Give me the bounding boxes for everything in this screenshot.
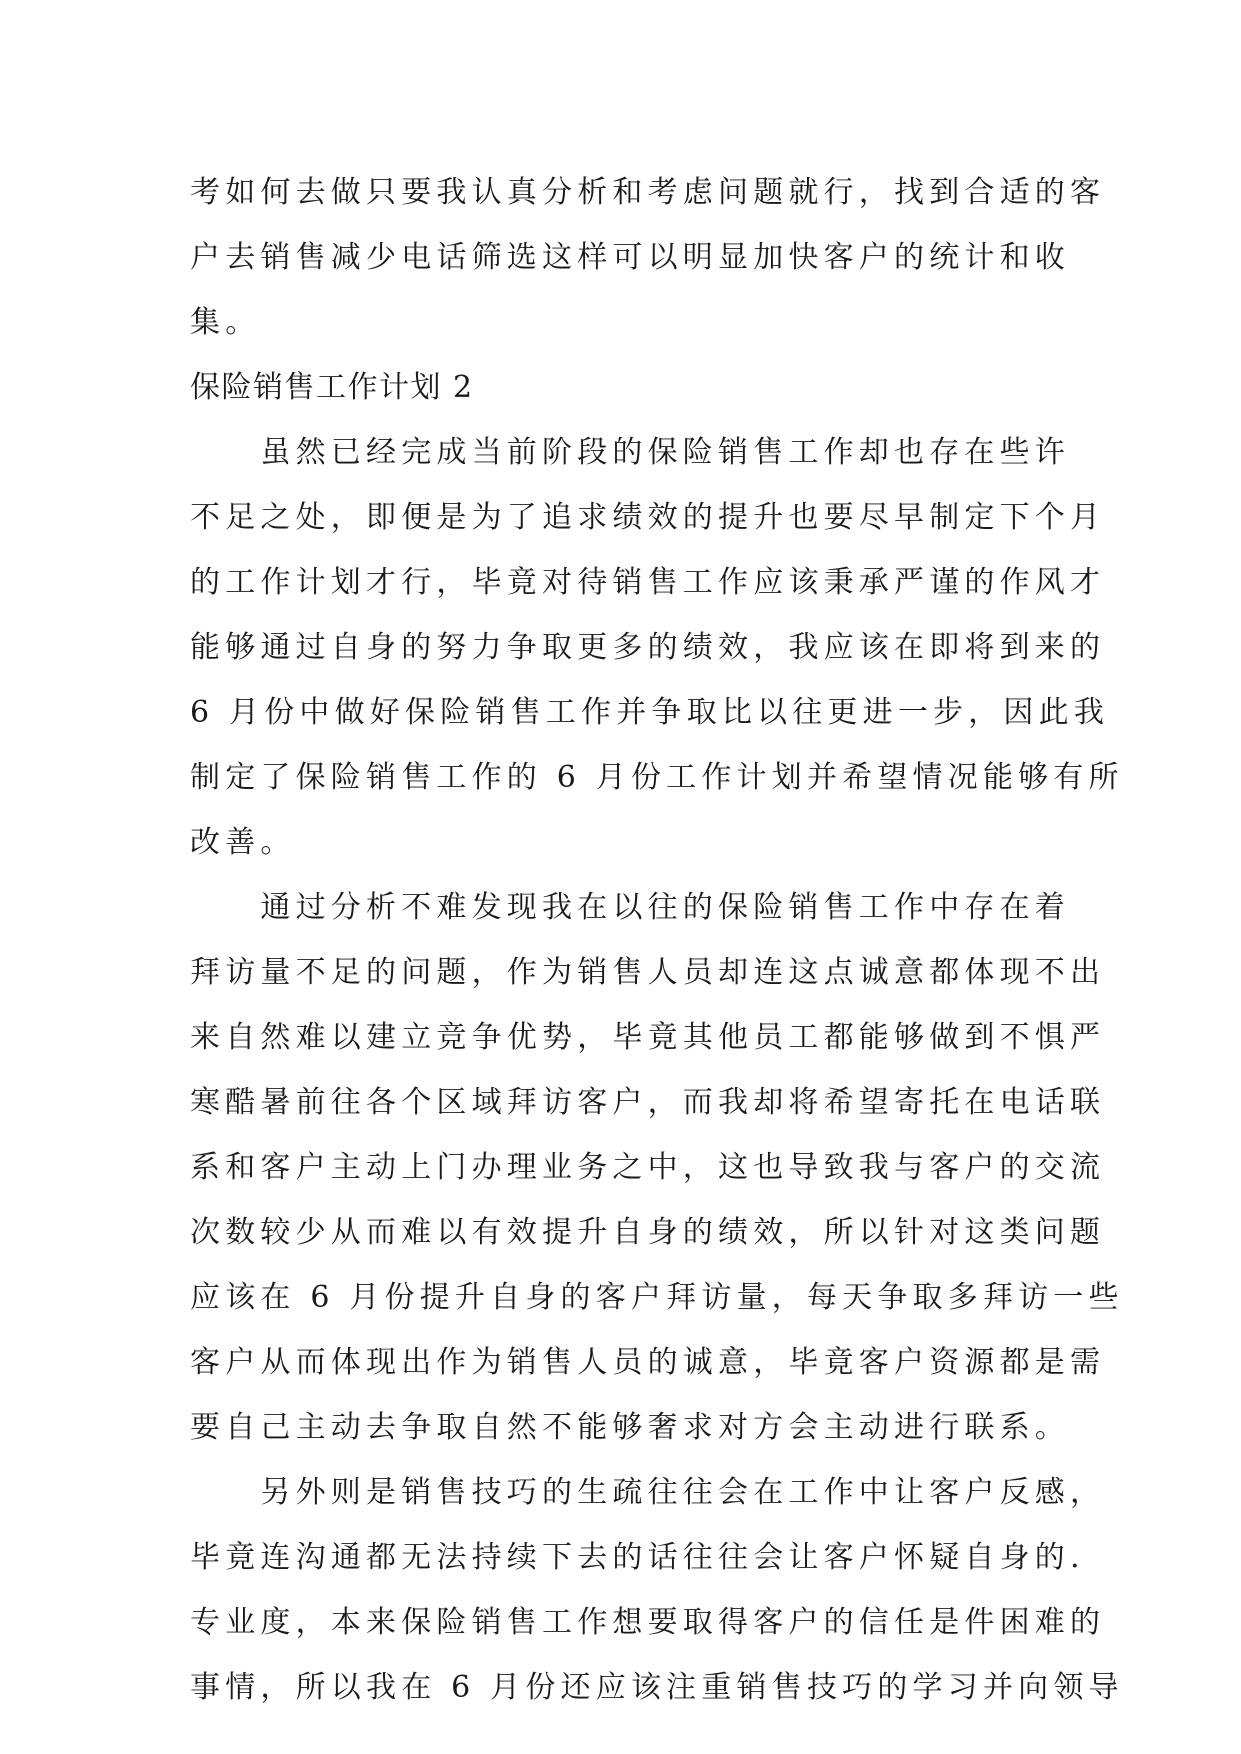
section-heading: 保险销售工作计划 2 — [190, 370, 474, 405]
text-line: 系和客户主动上门办理业务之中，这也导致我与客户的交流 — [190, 1150, 1106, 1185]
text-line: 另外则是销售技巧的生疏往往会在工作中让客户反感， — [190, 1475, 1106, 1510]
text-line: 户去销售减少电话筛选这样可以明显加快客户的统计和收 — [190, 240, 1070, 275]
text-line: 客户从而体现出作为销售人员的诚意，毕竟客户资源都是需 — [190, 1345, 1106, 1380]
text-line: 要自己主动去争取自然不能够奢求对方会主动进行联系。 — [190, 1410, 1070, 1445]
text-line: 应该在 6 月份提升自身的客户拜访量，每天争取多拜访一些 — [190, 1280, 1124, 1315]
text-line: 制定了保险销售工作的 6 月份工作计划并希望情况能够有所 — [190, 760, 1124, 795]
document-body — [190, 160, 1124, 1720]
text-line: 考如何去做只要我认真分析和考虑问题就行，找到合适的客 — [190, 175, 1106, 210]
text-line: 来自然难以建立竞争优势，毕竟其他员工都能够做到不惧严 — [190, 1020, 1106, 1055]
text-line: 事情，所以我在 6 月份还应该注重销售技巧的学习并向领导 — [190, 1670, 1124, 1705]
text-line: 虽然已经完成当前阶段的保险销售工作却也存在些许 — [190, 435, 1070, 470]
text-line: 通过分析不难发现我在以往的保险销售工作中存在着 — [190, 890, 1070, 925]
text-line: 改善。 — [190, 825, 296, 860]
text-line: 寒酷暑前往各个区域拜访客户，而我却将希望寄托在电话联 — [190, 1085, 1106, 1120]
text-line: 集。 — [190, 305, 261, 340]
text-line: 毕竟连沟通都无法持续下去的话往往会让客户怀疑自身的. — [190, 1540, 1085, 1575]
text-line: 能够通过自身的努力争取更多的绩效，我应该在即将到来的 — [190, 630, 1106, 665]
text-line: 次数较少从而难以有效提升自身的绩效，所以针对这类问题 — [190, 1215, 1106, 1250]
text-line: 专业度，本来保险销售工作想要取得客户的信任是件困难的 — [190, 1605, 1106, 1640]
text-line: 6 月份中做好保险销售工作并争取比以往更进一步，因此我 — [190, 695, 1110, 730]
text-line: 的工作计划才行，毕竟对待销售工作应该秉承严谨的作风才 — [190, 565, 1106, 600]
text-line: 拜访量不足的问题，作为销售人员却连这点诚意都体现不出 — [190, 955, 1106, 990]
text-line: 不足之处，即便是为了追求绩效的提升也要尽早制定下个月 — [190, 500, 1106, 535]
